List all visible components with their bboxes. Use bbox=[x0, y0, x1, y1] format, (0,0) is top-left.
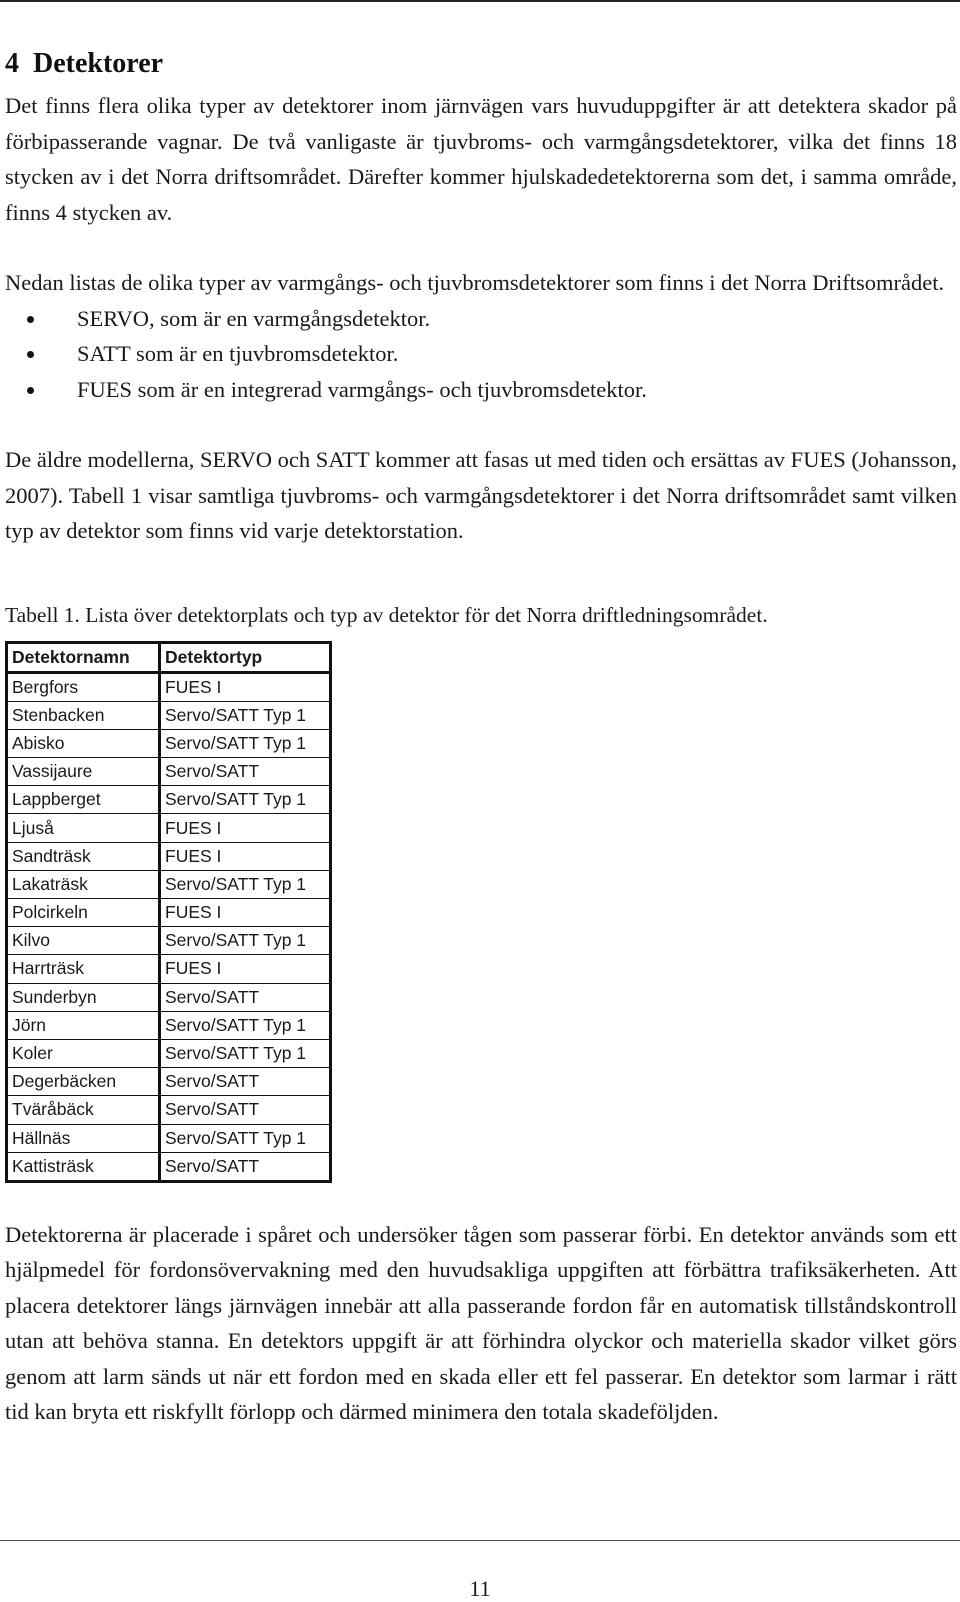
detector-name-cell: Kilvo bbox=[7, 927, 160, 955]
detector-name-cell: Lappberget bbox=[7, 786, 160, 814]
table-row bbox=[7, 927, 331, 955]
table-row bbox=[7, 899, 331, 927]
top-rule bbox=[0, 0, 960, 2]
detector-name-cell: Ljuså bbox=[7, 814, 160, 842]
detector-type-cell: Servo/SATT Typ 1 bbox=[160, 729, 331, 757]
detector-name-cell: Hällnäs bbox=[7, 1124, 160, 1152]
detector-name-cell: Sunderbyn bbox=[7, 983, 160, 1011]
detector-type-cell: FUES I bbox=[160, 672, 331, 701]
detector-type-cell: FUES I bbox=[160, 955, 331, 983]
bullet-icon bbox=[27, 387, 34, 394]
section-number: 4 bbox=[5, 48, 19, 79]
detector-name-cell: Jörn bbox=[7, 1011, 160, 1039]
detector-name-cell: Harrträsk bbox=[7, 955, 160, 983]
models-paragraph: De äldre modellerna, SERVO och SATT kommer att fasas ut med tiden och ersättas av FUES (Johansson, 2007). Tabell 1 visar samtliga tjuvbroms- och varmgångsdetektorer i det Norra driftsområdet samt vilken typ av detektor som finns vid varje detektorstation. bbox=[5, 447, 957, 543]
detector-type-cell: Servo/SATT Typ 1 bbox=[160, 701, 331, 729]
section-heading bbox=[5, 44, 957, 84]
detector-type-cell: FUES I bbox=[160, 842, 331, 870]
table-row bbox=[7, 1096, 331, 1124]
table-row bbox=[7, 729, 331, 757]
detector-type-cell: Servo/SATT Typ 1 bbox=[160, 870, 331, 898]
table-row bbox=[7, 758, 331, 786]
detector-type-cell: Servo/SATT bbox=[160, 1152, 331, 1181]
detector-name-cell: Polcirkeln bbox=[7, 899, 160, 927]
detector-type-cell: Servo/SATT Typ 1 bbox=[160, 1124, 331, 1152]
table-row bbox=[7, 701, 331, 729]
detector-type-cell: Servo/SATT bbox=[160, 983, 331, 1011]
table-row bbox=[7, 1011, 331, 1039]
detector-type-list bbox=[5, 301, 957, 408]
detector-name-cell: Lakaträsk bbox=[7, 870, 160, 898]
detector-type-cell: FUES I bbox=[160, 814, 331, 842]
column-header-type: Detektortyp bbox=[160, 642, 331, 672]
bullet-icon bbox=[27, 316, 34, 323]
detector-name-cell: Bergfors bbox=[7, 672, 160, 701]
page-number: 11 bbox=[469, 1576, 491, 1601]
list-item: FUES som är en integrerad varmgångs- och tjuvbromsdetektor. bbox=[5, 372, 957, 408]
detector-type-cell: Servo/SATT Typ 1 bbox=[160, 927, 331, 955]
detector-table bbox=[5, 641, 332, 1183]
table-row bbox=[7, 786, 331, 814]
footer-rule bbox=[0, 1540, 960, 1541]
detector-name-cell: Degerbäcken bbox=[7, 1068, 160, 1096]
table-row bbox=[7, 1152, 331, 1181]
intro-paragraph: Det finns flera olika typer av detektorer inom järnvägen vars huvuduppgifter är att detektera skador på förbipasserande vagnar. De två vanligaste är tjuvbroms- och varmgångsdetektorer, vilka det finns 18 stycken av i det Norra driftsområdet. Därefter kommer hjulskadedetektorerna som det, i samma område, finns 4 stycken av. bbox=[5, 93, 957, 225]
table-caption: Tabell 1. Lista över detektorplats och typ av detektor för det Norra driftledningsområdet. bbox=[5, 602, 768, 627]
table-row bbox=[7, 983, 331, 1011]
table-row bbox=[7, 870, 331, 898]
list-intro-paragraph: Nedan listas de olika typer av varmgångs- och tjuvbromsdetektorer som finns i det Norra Driftsområdet. bbox=[5, 270, 945, 295]
detector-name-cell: Stenbacken bbox=[7, 701, 160, 729]
table-row bbox=[7, 955, 331, 983]
bullet-icon bbox=[27, 351, 34, 358]
detector-name-cell: Vassijaure bbox=[7, 758, 160, 786]
detector-type-cell: Servo/SATT bbox=[160, 1096, 331, 1124]
detector-name-cell: Sandträsk bbox=[7, 842, 160, 870]
table-row bbox=[7, 1124, 331, 1152]
table-row bbox=[7, 814, 331, 842]
document-page bbox=[5, 44, 957, 1430]
table-row bbox=[7, 1068, 331, 1096]
detector-type-cell: Servo/SATT Typ 1 bbox=[160, 786, 331, 814]
table-header-row bbox=[7, 642, 331, 672]
detector-type-cell: Servo/SATT bbox=[160, 1068, 331, 1096]
list-item: SERVO, som är en varmgångsdetektor. bbox=[5, 301, 957, 337]
closing-paragraph: Detektorerna är placerade i spåret och undersöker tågen som passerar förbi. En detektor används som ett hjälpmedel för fordonsövervakning med den huvudsakliga uppgiften att förbättra trafiksäkerheten. Att placera detektorer längs järnvägen innebär att alla passerande fordon får en automatisk tillståndskontroll utan att behöva stanna. En detektors uppgift är att förhindra olyckor och materiella skador vilket görs genom att larm sänds ut när ett fordon med en skada eller ett fel passerar. En detektor som larmar i rätt tid kan bryta ett riskfyllt förlopp och därmed minimera den totala skadeföljden. bbox=[5, 1221, 957, 1425]
detector-name-cell: Tväråbäck bbox=[7, 1096, 160, 1124]
detector-type-cell: Servo/SATT bbox=[160, 758, 331, 786]
list-item: SATT som är en tjuvbromsdetektor. bbox=[5, 336, 957, 372]
table-row bbox=[7, 842, 331, 870]
detector-name-cell: Koler bbox=[7, 1039, 160, 1067]
detector-name-cell: Kattisträsk bbox=[7, 1152, 160, 1181]
section-title: Detektorer bbox=[33, 48, 164, 79]
detector-type-cell: Servo/SATT Typ 1 bbox=[160, 1011, 331, 1039]
detector-name-cell: Abisko bbox=[7, 729, 160, 757]
detector-type-cell: Servo/SATT Typ 1 bbox=[160, 1039, 331, 1067]
table-row bbox=[7, 672, 331, 701]
column-header-name: Detektornamn bbox=[7, 642, 160, 672]
table-row bbox=[7, 1039, 331, 1067]
detector-type-cell: FUES I bbox=[160, 899, 331, 927]
